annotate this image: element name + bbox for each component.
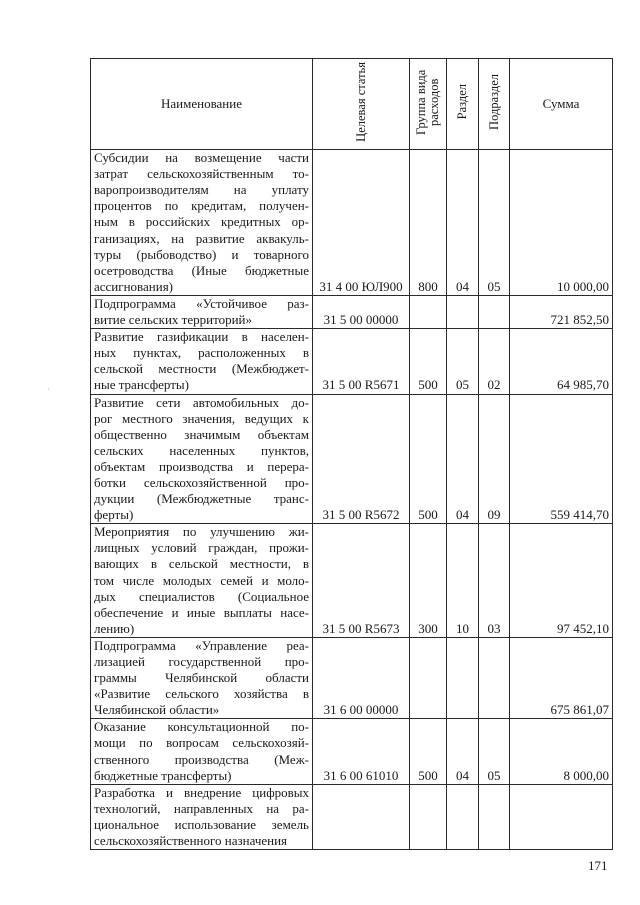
row-name-line: ственного производства (Меж-	[94, 751, 309, 767]
row-name-line: Разработка и внедрение цифровых	[94, 784, 309, 800]
row-subsection: 03	[479, 524, 510, 638]
row-name-line: «Развитие сельского хозяйства в	[94, 686, 309, 702]
row-sum: 64 985,70	[510, 329, 613, 394]
row-name	[91, 295, 313, 328]
row-expense-group: 500	[410, 719, 447, 784]
row-target-article: 31 5 00 R5672	[313, 394, 410, 524]
row-sum: 675 861,07	[510, 637, 613, 718]
table-row	[91, 784, 613, 849]
table-row	[91, 295, 613, 328]
row-name-line: туры (рыбоводство) и товарного	[94, 246, 309, 262]
row-section: 04	[447, 150, 479, 296]
row-section	[447, 637, 479, 718]
row-name-line: ботки сельскохозяйственной про-	[94, 474, 309, 490]
table-header-row	[91, 59, 613, 150]
row-name-line: ассигнования)	[94, 278, 174, 294]
page-number: 171	[588, 858, 608, 873]
row-target-article	[313, 784, 410, 849]
row-target-article: 31 6 00 00000	[313, 637, 410, 718]
row-name-line: лищных условий граждан, прожи-	[94, 540, 309, 556]
row-name-line: сельских населенных пунктов,	[94, 442, 309, 458]
table-body	[91, 150, 613, 850]
header-name: Наименование	[91, 59, 313, 150]
row-subsection: 05	[479, 150, 510, 296]
row-name-line: Мероприятия по улучшению жи-	[94, 524, 309, 540]
row-name-line: процентов по кредитам, получен-	[94, 198, 309, 214]
row-name-line: рог местного значения, ведущих к	[94, 410, 309, 426]
row-section: 05	[447, 329, 479, 394]
row-name-line: общественно значимым объектам	[94, 426, 309, 442]
row-name-line: лению)	[94, 620, 135, 636]
row-name-line: Подпрограмма «Устойчивое раз-	[94, 295, 309, 311]
row-expense-group	[410, 295, 447, 328]
row-name-line: Оказание консультационной по-	[94, 719, 309, 735]
row-name-line: том числе молодых семей и моло-	[94, 572, 309, 588]
row-name-line: циональное использование земель	[94, 816, 309, 832]
row-subsection	[479, 784, 510, 849]
row-target-article: 31 6 00 61010	[313, 719, 410, 784]
row-section: 04	[447, 394, 479, 524]
row-section	[447, 295, 479, 328]
row-target-article: 31 4 00 ЮЛ900	[313, 150, 410, 296]
row-sum	[510, 784, 613, 849]
row-name	[91, 637, 313, 718]
row-subsection: 05	[479, 719, 510, 784]
margin-mark: ·	[47, 385, 50, 394]
row-section: 10	[447, 524, 479, 638]
row-subsection: 02	[479, 329, 510, 394]
row-name	[91, 329, 313, 394]
row-name-line: дукции (Межбюджетные транс-	[94, 491, 309, 507]
table-row	[91, 394, 613, 524]
row-expense-group: 500	[410, 394, 447, 524]
row-sum: 559 414,70	[510, 394, 613, 524]
header-expense-group: Группа вида расходов	[410, 59, 447, 150]
row-subsection	[479, 295, 510, 328]
row-name-line: Субсидии на возмещение части	[94, 150, 309, 166]
table-row	[91, 329, 613, 394]
row-name-line: граммы Челябинской области	[94, 670, 309, 686]
row-name-line: сельской местности (Межбюджет-	[94, 361, 309, 377]
row-name-line: Подпрограмма «Управление реа-	[94, 637, 309, 653]
row-name-line: витие сельских территорий»	[94, 312, 252, 328]
row-name-line: ные трансферты)	[94, 377, 189, 393]
row-name-line: ных пунктах, расположенных в	[94, 345, 309, 361]
row-sum: 721 852,50	[510, 295, 613, 328]
row-expense-group: 300	[410, 524, 447, 638]
row-expense-group	[410, 637, 447, 718]
row-name-line: обеспечение и иные выплаты насе-	[94, 604, 309, 620]
row-name-line: мощи по вопросам сельскохозяй-	[94, 735, 309, 751]
row-name-line: Челябинской области»	[94, 702, 220, 718]
row-name-line: осетроводства (Иные бюджетные	[94, 262, 309, 278]
row-name-line: бюджетные трансферты)	[94, 767, 232, 783]
row-target-article: 31 5 00 R5673	[313, 524, 410, 638]
header-subsection: Подраздел	[479, 59, 510, 150]
row-subsection: 09	[479, 394, 510, 524]
row-name-line: варопроизводителям на уплату	[94, 182, 309, 198]
row-expense-group: 500	[410, 329, 447, 394]
row-name-line: вающих в сельской местности, в	[94, 556, 309, 572]
row-name-line: технологий, направленных на ра-	[94, 800, 309, 816]
row-sum: 8 000,00	[510, 719, 613, 784]
row-expense-group: 800	[410, 150, 447, 296]
row-name-line: затрат сельскохозяйственным то-	[94, 166, 309, 182]
row-name-line: объектам производства и перера-	[94, 458, 309, 474]
row-name-line: лизацией государственной про-	[94, 654, 309, 669]
row-sum: 10 000,00	[510, 150, 613, 296]
row-name-line: дых специалистов (Социальное	[94, 588, 309, 604]
row-name-line: ганизациях, на развитие аквакуль-	[94, 230, 309, 246]
header-sum: Сумма	[510, 59, 613, 150]
row-name	[91, 784, 313, 849]
row-target-article: 31 5 00 R5671	[313, 329, 410, 394]
table-row	[91, 637, 613, 718]
header-section: Раздел	[447, 59, 479, 150]
row-name	[91, 719, 313, 784]
row-name-line: ферты)	[94, 507, 134, 523]
budget-table	[90, 58, 613, 850]
row-section: 04	[447, 719, 479, 784]
row-name-line: Развитие газификации в населен-	[94, 329, 309, 345]
row-name	[91, 524, 313, 638]
row-subsection	[479, 637, 510, 718]
header-target-article: Целевая статья	[313, 59, 410, 150]
row-expense-group	[410, 784, 447, 849]
row-name-line: Развитие сети автомобильных до-	[94, 394, 309, 410]
table-row	[91, 719, 613, 784]
row-target-article: 31 5 00 00000	[313, 295, 410, 328]
table-row	[91, 524, 613, 638]
row-name-line: ным в российских кредитных ор-	[94, 214, 309, 230]
row-name-line: сельскохозяйственного назначения	[94, 833, 288, 849]
row-section	[447, 784, 479, 849]
row-name	[91, 394, 313, 524]
row-name	[91, 150, 313, 296]
row-sum: 97 452,10	[510, 524, 613, 638]
table-row	[91, 150, 613, 296]
